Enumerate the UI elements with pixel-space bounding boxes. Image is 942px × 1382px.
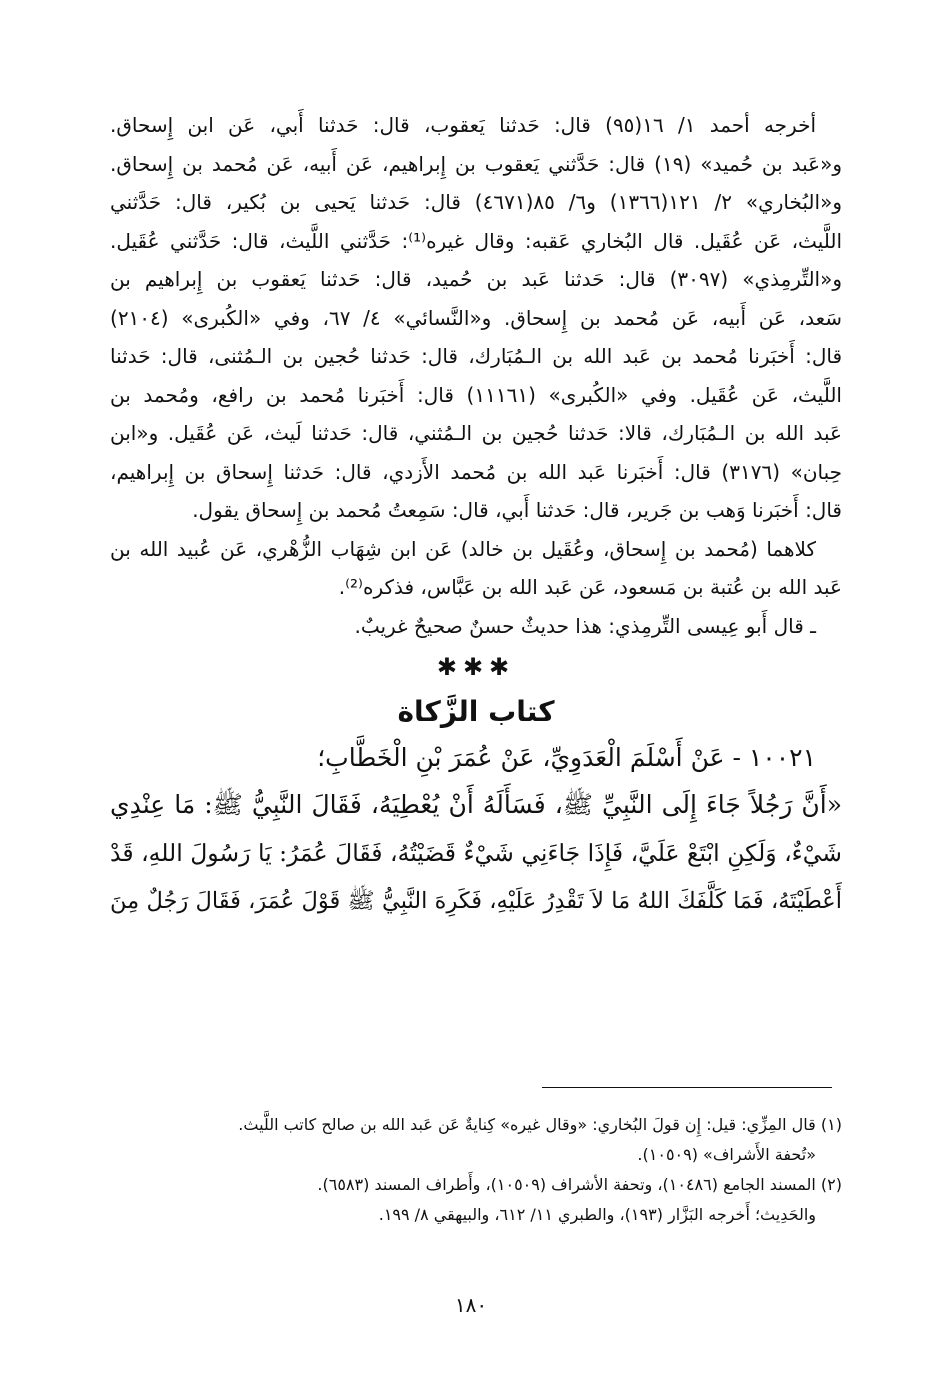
footnotes [110,1110,842,1230]
text-line: حِبان» (٣١٧٦) قال: أَخبَرنا عَبد الله بن مُحمد الأَزدي، قال: حَدثنا إِسحاق بن إِبراهيم، [110,459,842,484]
footnote-1-line: «تُحفة الأَشراف» (١٠٥٠٩). [637,1145,816,1164]
text-line: عَبد الله بن عُتبة بن مَسعود، عَن عَبد الله بن عَبَّاس، فذكره⁽²⁾. [338,575,842,599]
hadith-text [110,781,842,925]
footnote-2-line: (٢) المسند الجامع (١٠٤٨٦)، وتحفة الأشراف (١٠٥٠٩)، وأَطراف المسند (٦٥٨٣). [317,1175,842,1194]
main-text [110,106,842,925]
chapter-title: كتاب الزَّكاة [397,695,555,728]
text-line: و«التِّرمِذي» (٣٠٩٧) قال: حَدثنا عَبد بن حُميد، قال: حَدثنا يَعقوب بن إِبراهيم بن [110,267,842,291]
page-number: ١٨٠ [454,1293,488,1317]
takhrij-paragraph [110,106,842,530]
text-line: قال: أَخبَرنا مُحمد بن عَبد الله بن الـمُبَارك، قال: حَدثنا حُجين بن الـمُثنى، قال: حَدثنا [110,344,842,368]
text-line: كلاهما (مُحمد بن إِسحاق، وعُقَيل بن خالد) عَن ابن شِهَاب الزُّهْري، عَن عُبيد الله بن [110,536,816,561]
text-line: أخرجه أحمد ١/ ١٦(٩٥) قال: حَدثنا يَعقوب، قال: حَدثنا أَبي، عَن ابن إِسحاق. [110,113,816,137]
footnote-divider [542,1087,832,1088]
text-line: اللَّيث، عَن عُقَيل. وفي «الكُبرى» (١١١٦١) قال: أَخبَرنا مُحمد بن رافع، ومُحمد بن [110,382,842,407]
text-line: و«البُخاري» ٢/ ١٢١(١٣٦٦) و٦/ ٨٥(٤٦٧١) قال: حَدثنا يَحيى بن بُكير، قال: حَدَّثني [110,190,842,214]
text-line: عَبد الله بن الـمُبَارك، قالا: حَدثنا حُجين بن الـمُثني، قال: حَدثنا لَيث، عَن عُقَيل. و«ابن [110,421,842,445]
hadith-line: أَعْطَيْتَهُ، فَمَا كَلَّفَكَ اللهُ مَا لاَ تَقْدِرُ عَلَيْهِ، فَكَرِهَ النَّبِيُّ ﷺ قَوْلَ عُمَرَ، فَقَالَ رَجُلٌ مِنَ [110,888,842,914]
text-line: قال: أَخبَرنا وَهب بن جَرير، قال: حَدثنا أَبي، قال: سَمِعتُ مُحمد بن إِسحاق يقول. [192,498,842,522]
hadith-line: شَيْءٌ، وَلَكِنِ ابْتَعْ عَلَيَّ، فَإِذَا جَاءَنِي شَيْءٌ قَضَيْتُهُ، فَقَالَ عُمَرُ: يَا رَسُولَ اللهِ، قَدْ [110,839,842,867]
text-line: و«عَبد بن حُميد» (١٩) قال: حَدَّثني يَعقوب بن إِبراهيم، عَن أَبيه، عَن مُحمد بن إِسحاق. [110,151,842,176]
hadith-line: «أَنَّ رَجُلاً جَاءَ إِلَى النَّبِيِّ ﷺ، فَسَأَلَهُ أَنْ يُعْطِيَهُ، فَقَالَ النَّبِيُّ ﷺ: مَا عِنْدِي [110,790,842,819]
text-line: اللَّيث، عَن عُقَيل. قال البُخاري عَقبه: وقال غيره⁽¹⁾: حَدَّثني اللَّيث، قال: حَدَّثني عُقَيل. [110,228,842,253]
footnote-1-line: (١) قال المِزِّي: قيل: إِن قولَ البُخاري: «وقال غيره» كِنايةٌ عَن عَبد الله بن صالح كاتب اللَّيث. [238,1115,842,1134]
hadith-heading: ١٠٠٢١ - عَنْ أَسْلَمَ الْعَدَوِيِّ، عَنْ عُمَرَ بْنِ الْخَطَّابِ؛ [317,743,816,772]
text-line: سَعد، عَن أَبيه، عَن مُحمد بن إِسحاق. و«النَّسائي» ٤/ ٦٧، وفي «الكُبرى» (٢١٠٤) [110,305,842,330]
section-separator: ✱✱✱ [436,653,516,681]
footnote-2-line: والحَدِيث؛ أَخرجه البَزَّار (١٩٣)، والطبري ١١/ ٦١٢، والبيهقي ٨/ ١٩٩. [378,1205,816,1224]
tirmidhi-quote: ـ قال أَبو عِيسى التِّرمِذي: هذا حديثٌ حسنٌ صحيحٌ غريبٌ. [354,613,816,638]
isnad-paragraph [110,530,842,607]
